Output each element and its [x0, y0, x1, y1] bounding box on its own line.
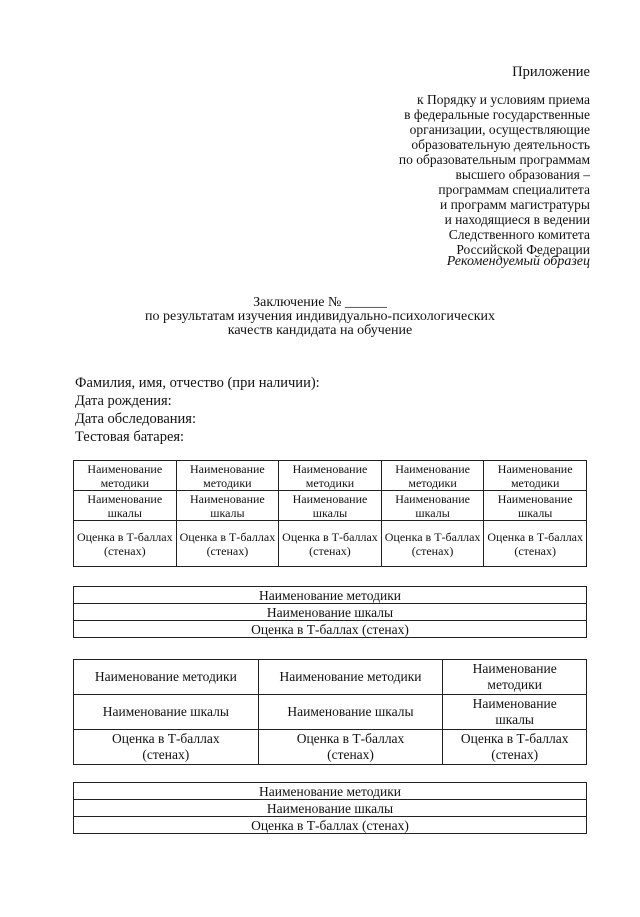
appendix-line: к Порядку и условиям приема — [417, 92, 590, 107]
appendix-line: и программ магистратуры — [439, 197, 590, 212]
field-name: Фамилия, имя, отчество (при наличии): — [75, 375, 320, 391]
conclusion-title: Заключение № ______ — [253, 295, 387, 310]
candidate-fields — [75, 374, 320, 446]
scale-cell: Наименование шкалы — [381, 491, 484, 521]
method-cell: Наименование методики — [279, 461, 382, 491]
score-cell: Оценка в Т-баллах (стенах) — [484, 521, 587, 567]
method-cell: Наименование методики — [74, 461, 177, 491]
appendix-line: образовательную деятельность — [411, 137, 590, 152]
conclusion-subtitle: по результатам изучения индивидуально-психологических — [144, 309, 496, 324]
method-cell: Наименование методики — [74, 587, 587, 604]
appendix-reference — [399, 92, 590, 257]
results-table-one-column — [73, 586, 587, 638]
table-row — [74, 461, 587, 491]
scale-cell: Наименование шкалы — [74, 604, 587, 621]
score-cell: Оценка в Т-баллах (стенах) — [381, 521, 484, 567]
scale-cell: Наименование шкалы — [176, 491, 279, 521]
method-cell: Наименование методики — [176, 461, 279, 491]
table-row — [74, 660, 587, 695]
table-row — [74, 604, 587, 621]
table-row — [74, 800, 587, 817]
scale-cell: Наименование шкалы — [74, 800, 587, 817]
score-cell: Оценка в Т-баллах (стенах) — [74, 730, 259, 765]
field-test-battery: Тестовая батарея: — [75, 429, 185, 445]
score-cell: Оценка в Т-баллах (стенах) — [176, 521, 279, 567]
appendix-line: организации, осуществляющие — [409, 122, 590, 137]
appendix-line: Российской Федерации — [456, 242, 590, 257]
scale-cell: Наименование шкалы — [484, 491, 587, 521]
score-cell: Оценка в Т-баллах (стенах) — [74, 521, 177, 567]
sample-note: Рекомендуемый образец — [446, 254, 590, 269]
method-cell: Наименование методики — [258, 660, 443, 695]
method-cell: Наименование методики — [443, 660, 587, 695]
scale-cell: Наименование шкалы — [258, 695, 443, 730]
method-cell: Наименование методики — [381, 461, 484, 491]
table-row — [74, 491, 587, 521]
table-row — [74, 587, 587, 604]
method-cell: Наименование методики — [74, 660, 259, 695]
conclusion-heading — [0, 296, 640, 338]
appendix-line: программам специалитета — [438, 182, 590, 197]
results-table-one-column-bottom — [73, 782, 587, 834]
table-row — [74, 817, 587, 834]
appendix-line: Следственного комитета — [448, 227, 590, 242]
appendix-title: Приложение — [512, 64, 590, 80]
method-cell: Наименование методики — [74, 783, 587, 800]
appendix-line: и находящиеся в ведении — [444, 212, 590, 227]
score-cell: Оценка в Т-баллах (стенах) — [279, 521, 382, 567]
score-cell: Оценка в Т-баллах (стенах) — [258, 730, 443, 765]
score-cell: Оценка в Т-баллах (стенах) — [74, 621, 587, 638]
conclusion-subtitle: качеств кандидата на обучение — [227, 323, 413, 338]
scale-cell: Наименование шкалы — [279, 491, 382, 521]
score-cell: Оценка в Т-баллах (стенах) — [443, 730, 587, 765]
table-row — [74, 783, 587, 800]
scale-cell: Наименование шкалы — [443, 695, 587, 730]
field-exam-date: Дата обследования: — [75, 411, 197, 427]
appendix-line: высшего образования – — [455, 167, 590, 182]
field-birth-date: Дата рождения: — [75, 393, 172, 409]
results-table-five-columns — [73, 460, 587, 567]
method-cell: Наименование методики — [484, 461, 587, 491]
appendix-line: по образовательным программам — [398, 152, 590, 167]
table-row — [74, 521, 587, 567]
score-cell: Оценка в Т-баллах (стенах) — [74, 817, 587, 834]
table-row — [74, 621, 587, 638]
appendix-line: в федеральные государственные — [404, 107, 590, 122]
table-row — [74, 730, 587, 765]
scale-cell: Наименование шкалы — [74, 491, 177, 521]
results-table-three-columns — [73, 659, 587, 765]
table-row — [74, 695, 587, 730]
scale-cell: Наименование шкалы — [74, 695, 259, 730]
